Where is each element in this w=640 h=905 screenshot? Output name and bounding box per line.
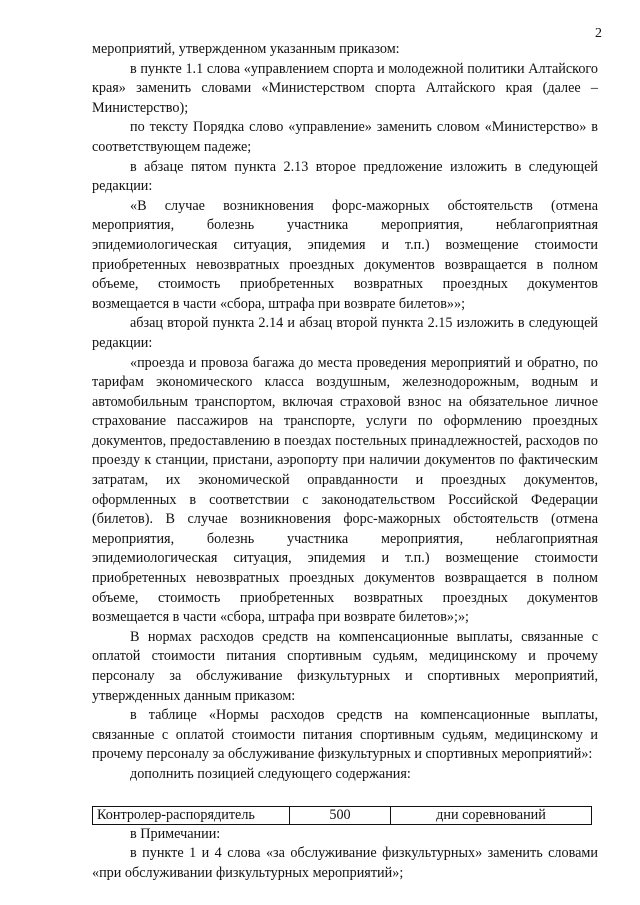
norms-table xyxy=(92,806,592,825)
paragraph: в таблице «Нормы расходов средств на компенсационные выплаты, связанные с оплатой стоимости питания спортивным судьям, медицинскому и прочему персоналу за обслуживание физкультурных и спортивных мероприятий»: xyxy=(92,707,598,763)
paragraph: мероприятий, утвержденном указанным приказом: xyxy=(92,41,400,57)
paragraph: в абзаце пятом пункта 2.13 второе предложение изложить в следующей редакции: xyxy=(92,158,598,195)
paragraphs-after-table xyxy=(92,825,598,884)
paragraph: в пункте 1 и 4 слова «за обслуживание физкультурных» заменить словами «при обслуживании физкультурных мероприятий»; xyxy=(92,845,598,881)
table-row xyxy=(93,806,592,824)
paragraph: в пункте 1.1 слова «управлением спорта и молодежной политики Алтайского края» заменить словами «Министерством спорта Алтайского края (далее – Министерство); xyxy=(92,60,598,116)
paragraph: В нормах расходов средств на компенсационные выплаты, связанные с оплатой стоимости питания спортивным судьям, медицинскому и прочему персоналу за обслуживание физкультурных и спортивных мероприятий, утвержденных данным приказом: xyxy=(92,628,598,704)
paragraph: «проезда и провоза багажа до места проведения мероприятий и обратно, по тарифам экономического класса воздушным, железнодорожным, водным и автомобильным транспортом, включая страховой взнос на обязательное личное страхование пассажиров на транспорте, услуги по оформлению проездных документов, предоставлению в поездах постельных принадлежностей, расходов по проезду к станции, пристани, аэропорту при наличии документов по фактическим затратам, их экономической оправданности и проездных документов, оформленных в соответствии с законодательством Российской Федерации (билетов). В случае возникновения форс-мажорных обстоятельств (отмена мероприятия, болезнь участника мероприятия, неблагоприятная эпидемиологическая ситуация, эпидемия и т.п.) возмещение стоимости приобретенных невозвратных проездных документов возвращается в полном объеме, стоимость приобретенных возвратных проездных документов возмещается в части «сбора, штрафа при возврате билетов»;»; xyxy=(92,354,598,626)
paragraph: дополнить позицией следующего содержания: xyxy=(130,765,411,782)
position-cell: Контролер-распорядитель xyxy=(93,806,290,824)
norms-table-block xyxy=(92,806,598,825)
paragraph: «В случае возникновения форс-мажорных обстоятельств (отмена мероприятия, болезнь участника мероприятия, неблагоприятная эпидемиологическая ситуация, эпидемия и т.п.) возмещение стоимости приобретенных невозвратных проездных документов возвращается в полном объеме, стоимость приобретенных возвратных проездных документов возмещается в части «сбора, штрафа при возврате билетов»»; xyxy=(92,197,598,312)
paragraph: по тексту Порядка слово «управление» заменить словом «Министерство» в соответствующем падеже; xyxy=(92,119,598,155)
paragraph: абзац второй пункта 2.14 и абзац второй пункта 2.15 изложить в следующей редакции: xyxy=(92,315,598,351)
unit-cell: дни соревнований xyxy=(391,806,592,824)
document-body xyxy=(92,40,598,883)
amount-cell: 500 xyxy=(290,806,391,824)
page-number: 2 xyxy=(595,26,602,41)
paragraph: в Примечании: xyxy=(130,825,221,842)
paragraphs-before-table xyxy=(92,40,598,785)
